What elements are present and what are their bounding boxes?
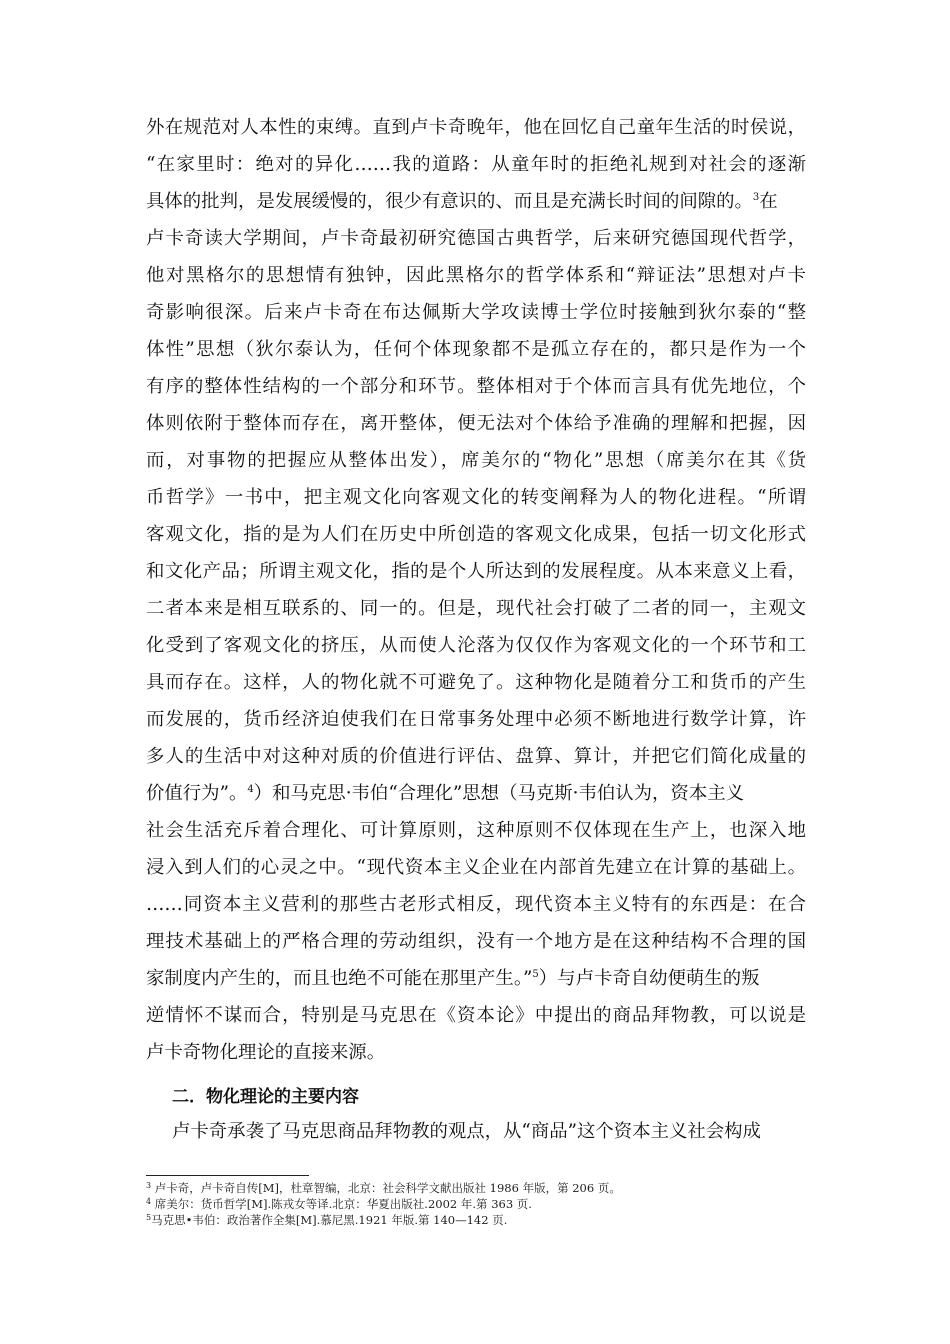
- footnote-number: 3: [146, 1181, 152, 1190]
- footnote-ref: 3: [752, 192, 760, 203]
- body-line-text: 具体的批判，是发展缓慢的，很少有意识的、而且是充满长时间的间隙的。: [146, 191, 753, 212]
- body-line: 理技术基础上的严格合理的劳动组织，没有一个地方是在这种结构不合理的国: [146, 931, 806, 952]
- body-line: 币哲学》一书中，把主观文化向客观文化的转变阐释为人的物化进程。“所谓: [146, 487, 806, 508]
- body-line: 体则依附于整体而存在，离开整体，便无法对个体给予准确的理解和把握，因: [146, 413, 806, 434]
- body-line: [146, 967, 806, 991]
- body-line: 化受到了客观文化的挤压，从而使人沦落为仅仅作为客观文化的一个环节和工: [146, 635, 806, 656]
- body-line: 客观文化，指的是为人们在历史中所创造的客观文化成果，包括一切文化形式: [146, 524, 806, 545]
- footnote-ref: 4: [247, 784, 254, 795]
- body-line: 逆情怀不谋而合，特别是马克思在《资本论》中提出的商品拜物教，可以说是: [146, 1005, 806, 1026]
- body-line-tail: ）与卢卡奇自幼便萌生的叛: [538, 968, 760, 989]
- body-line-tail: ）和马克思·韦伯“合理化”思想（马克斯·韦伯认为，资本主义: [253, 783, 744, 804]
- footnote-text: 席美尔：货币哲学[M].陈戎女等译.北京：华夏出版社.2002 年.第 363 页.: [154, 1197, 532, 1211]
- footnote: [146, 1181, 806, 1196]
- body-line: 和文化产品；所谓主观文化，指的是个人所达到的发展程度。从本来意义上看，: [146, 561, 806, 582]
- body-line-text: 家制度内产生的，而且也绝不可能在那里产生。”: [146, 968, 533, 989]
- body-line: 多人的生活中对这种对质的价值进行评估、盘算、算计，并把它们简化成量的: [146, 746, 806, 767]
- body-line: 而发展的，货币经济迫使我们在日常事务处理中必须不断地进行数学计算，许: [146, 709, 806, 730]
- body-line: ……同资本主义营利的那些古老形式相反，现代资本主义特有的东西是：在合: [146, 894, 806, 915]
- body-line-text: 价值行为”。: [146, 783, 248, 804]
- body-line: 具而存在。这样，人的物化就不可避免了。这种物化是随着分工和货币的产生: [146, 672, 806, 693]
- body-line: [146, 190, 806, 214]
- body-line: [146, 782, 806, 806]
- footnote: [146, 1213, 806, 1228]
- body-line: 社会生活充斥着合理化、可计算原则，这种原则不仅体现在生产上，也深入地: [146, 820, 806, 841]
- body-line: 卢卡奇物化理论的直接来源。: [146, 1042, 386, 1063]
- body-line: 二者本来是相互联系的、同一的。但是，现代社会打破了二者的同一，主观文: [146, 598, 806, 619]
- footnote-divider: [146, 1175, 309, 1176]
- body-line-tail: 在: [759, 191, 778, 212]
- section-heading: 二．物化理论的主要内容: [172, 1087, 359, 1107]
- footnote-text: 马克思•韦伯：政治著作全集[M].慕尼黑.1921 年版.第 140—142 页.: [151, 1213, 508, 1227]
- body-line: 卢卡奇读大学期间，卢卡奇最初研究德国古典哲学，后来研究德国现代哲学，: [146, 228, 806, 249]
- footnote-text: 卢卡奇，卢卡奇自传[M]，杜章智编，北京：社会科学文献出版社 1986 年版，第 206 页。: [154, 1181, 621, 1195]
- body-line: “在家里时：绝对的异化……我的道路：从童年时的拒绝礼规到对社会的逐渐: [146, 154, 806, 175]
- body-line: 奇影响很深。后来卢卡奇在布达佩斯大学攻读博士学位时接触到狄尔泰的“整: [146, 302, 806, 323]
- body-line: 有序的整体性结构的一个部分和环节。整体相对于个体而言具有优先地位，个: [146, 376, 806, 397]
- body-line: 浸入到人们的心灵之中。“现代资本主义企业在内部首先建立在计算的基础上。: [146, 857, 806, 878]
- section-first-line: 卢卡奇承袭了马克思商品拜物教的观点，从“商品”这个资本主义社会构成: [172, 1121, 761, 1142]
- footnote-ref: 5: [532, 969, 539, 980]
- body-line: 而，对事物的把握应从整体出发），席美尔的“物化”思想（席美尔在其《货: [146, 450, 806, 471]
- body-line: 体性”思想（狄尔泰认为，任何个体现象都不是孤立存在的，都只是作为一个: [146, 339, 806, 360]
- body-line: 他对黑格尔的思想情有独钟，因此黑格尔的哲学体系和“辩证法”思想对卢卡: [146, 265, 806, 286]
- footnote-number: 4: [146, 1197, 152, 1206]
- footnote: [146, 1197, 806, 1212]
- body-line: 外在规范对人本性的束缚。直到卢卡奇晚年，他在回忆自己童年生活的时侯说，: [146, 117, 806, 138]
- footnote-number: 5: [146, 1213, 152, 1222]
